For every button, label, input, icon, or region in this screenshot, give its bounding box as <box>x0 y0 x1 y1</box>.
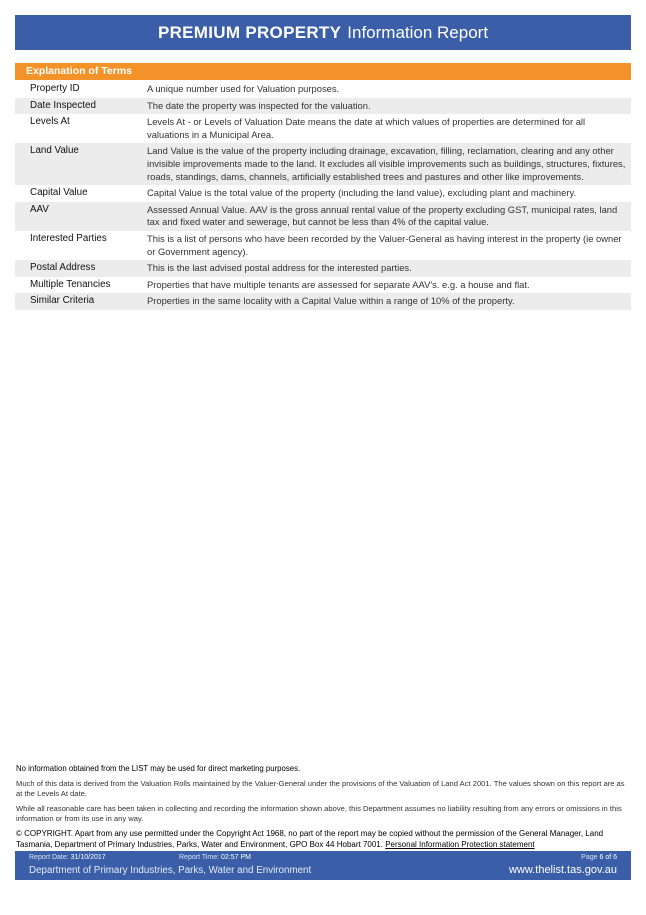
term-label: Capital Value <box>30 187 88 199</box>
term-row <box>15 98 631 115</box>
term-definition: Properties that have multiple tenants are assessed for separate AAV's. e.g. a house and flat. <box>147 278 530 290</box>
term-definition: Levels At - or Levels of Valuation Date means the date at which values of properties are determined for all valuations in a Municipal Area. <box>147 116 586 140</box>
term-definition: This is a list of persons who have been recorded by the Valuer-General as having interest in the property (ie owner or Government agency). <box>147 232 622 257</box>
terms-table <box>15 81 631 310</box>
disclaimer-marketing: No information obtained from the LIST may be used for direct marketing purposes. <box>16 764 301 773</box>
term-label: Date Inspected <box>30 99 96 111</box>
term-label: Interested Parties <box>30 232 107 244</box>
report-date-label: Report Date: <box>29 854 69 861</box>
term-definition: Capital Value is the total value of the property (including the land value), excluding plant and machinery. <box>147 187 577 199</box>
term-row <box>15 81 631 98</box>
privacy-statement-link[interactable]: Personal Information Protection statement <box>385 839 535 849</box>
term-label: Land Value <box>30 145 79 157</box>
term-definition: Properties in the same locality with a Capital Value within a range of 10% of the property. <box>147 295 515 307</box>
report-date <box>29 854 106 861</box>
section-title: Explanation of Terms <box>15 63 631 80</box>
department-name: Department of Primary Industries, Parks, Water and Environment <box>29 865 312 876</box>
page-number <box>581 854 617 861</box>
report-time-value: 02:57 PM <box>221 854 251 861</box>
report-date-value: 31/10/2017 <box>70 854 106 861</box>
term-row <box>15 185 631 202</box>
report-time-label: Report Time: <box>179 854 220 861</box>
term-row <box>15 293 631 310</box>
term-label: AAV <box>30 203 49 215</box>
disclaimer <box>16 764 628 829</box>
report-title-bold: PREMIUM PROPERTY <box>157 22 342 42</box>
copyright-text: © COPYRIGHT. Apart from any use permitted under the Copyright Act 1968, no part of the report may be copied without the permission of the General Manager, Land Tasmania, Department of Primary Industries, Parks, Water and Environment, GPO Box 44 Hobart 7001. <box>16 829 604 849</box>
term-definition: A unique number used for Valuation purposes. <box>147 83 340 94</box>
term-row <box>15 202 631 231</box>
term-row <box>15 143 631 185</box>
term-definition: Assessed Annual Value. AAV is the gross annual rental value of the property excluding GST, municipal rates, land tax and fixed water and sewerage, but cannot be less than 4% of the capital value. <box>147 203 618 228</box>
disclaimer-valuation-rolls: Much of this data is derived from the Valuation Rolls maintained by the Valuer-General under the provisions of the Valuation of Land Act 2001. The values shown on this report are as at the Levels At date. <box>16 779 625 798</box>
term-definition: Land Value is the value of the property including drainage, excavation, filling, reclamation, clearing and any other invisible improvements made to the land. It excludes all visible improvements such as buildings, structures, fixtures, roads, standings, dams, channels, artificially established trees and pastures and other like improvements. <box>147 145 626 182</box>
term-row <box>15 277 631 294</box>
term-label: Postal Address <box>30 262 96 274</box>
term-row <box>15 114 631 143</box>
page-value: 6 of 6 <box>599 854 617 861</box>
term-definition: The date the property was inspected for the valuation. <box>147 99 371 111</box>
report-title-light: Information Report <box>347 22 489 42</box>
term-label: Multiple Tenancies <box>30 278 111 290</box>
report-time <box>179 854 251 861</box>
term-definition: This is the last advised postal address for the interested parties. <box>147 262 412 274</box>
term-row <box>15 231 631 260</box>
website-link[interactable]: www.thelist.tas.gov.au <box>508 864 617 876</box>
disclaimer-liability: While all reasonable care has been taken in collecting and recording the information shown above, this Department assumes no liability resulting from any errors or omissions in this information or from its use in any way. <box>16 804 622 823</box>
copyright-notice <box>16 829 630 850</box>
term-row <box>15 260 631 277</box>
term-label: Levels At <box>30 116 70 128</box>
report-footer <box>15 851 631 880</box>
term-label: Similar Criteria <box>30 295 95 307</box>
report-header <box>15 15 631 50</box>
term-label: Property ID <box>30 83 80 94</box>
page-label: Page <box>581 854 598 861</box>
